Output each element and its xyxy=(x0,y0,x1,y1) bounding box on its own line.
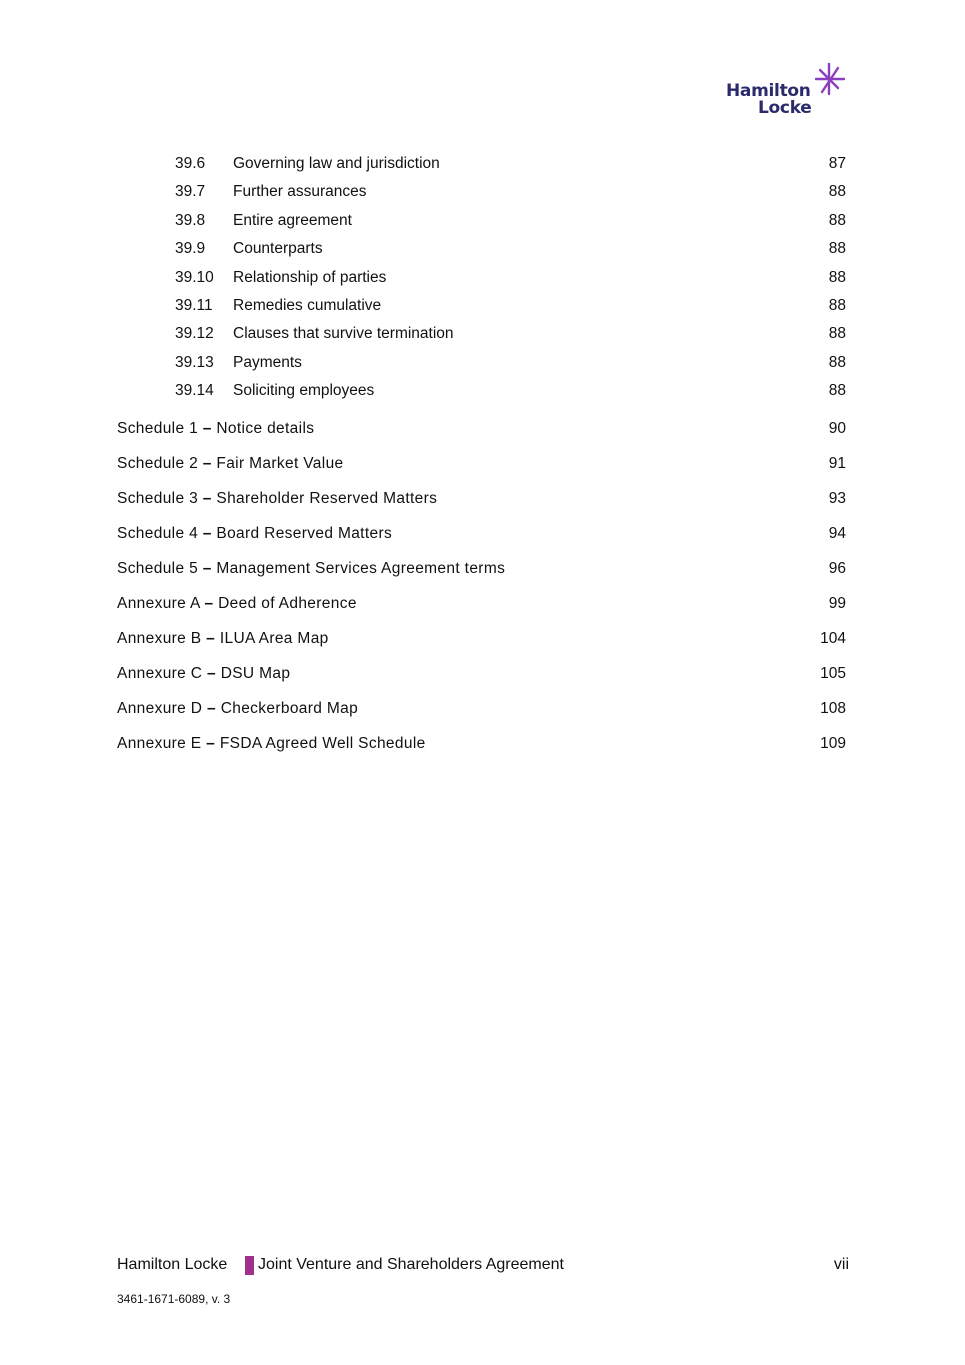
toc-entry-number: 39.6 xyxy=(175,155,206,172)
toc-entry-number: 39.12 xyxy=(175,325,214,343)
footer-doc-reference: 3461-1671-6089, v. 3 xyxy=(117,1292,231,1306)
toc-entry-39-14[interactable] xyxy=(117,377,849,405)
toc-entry-schedule-3[interactable] xyxy=(117,481,849,516)
toc-entry-page: 94 xyxy=(828,524,846,542)
toc-entry-39-12[interactable] xyxy=(117,320,849,348)
toc-entry-title: Deed of Adherence xyxy=(218,594,357,612)
footer-document-title: Joint Venture and Shareholders Agreement xyxy=(258,1256,564,1273)
toc-entry-dash: – xyxy=(202,454,212,472)
toc-entry-39-11[interactable] xyxy=(117,292,849,320)
toc-entry-title: Clauses that survive termination xyxy=(233,325,454,343)
toc-entry-page: 88 xyxy=(828,353,846,371)
toc-entry-page: 88 xyxy=(828,211,846,229)
toc-entry-number: 39.10 xyxy=(175,268,214,286)
toc-entry-dash: – xyxy=(206,629,216,647)
toc-entry-page: 88 xyxy=(828,296,846,314)
footer-page-number: vii xyxy=(833,1256,849,1273)
toc-entry-title: Management Services Agreement terms xyxy=(216,559,506,577)
toc-entry-label: Schedule 1 xyxy=(117,419,199,437)
toc-entry-title: Board Reserved Matters xyxy=(216,524,393,542)
toc-entry-page: 90 xyxy=(828,419,846,437)
toc-entry-title: Fair Market Value xyxy=(216,454,344,472)
hamilton-locke-logo xyxy=(724,62,848,120)
toc-entry-page: 88 xyxy=(828,183,846,201)
toc-entry-dash: – xyxy=(202,524,212,542)
toc-entry-label: Annexure D xyxy=(117,699,203,717)
toc-entry-label: Annexure B xyxy=(117,629,202,647)
toc-entry-page: 99 xyxy=(828,594,846,612)
toc-entry-title: Remedies cumulative xyxy=(233,296,382,314)
toc-entry-annexure-b[interactable] xyxy=(117,621,849,656)
toc-entry-label: Schedule 5 xyxy=(117,559,199,577)
toc-entry-schedule-2[interactable] xyxy=(117,446,849,481)
toc-entry-dash: – xyxy=(204,594,214,612)
toc-entry-title: ILUA Area Map xyxy=(219,629,329,647)
toc-entry-title: DSU Map xyxy=(220,664,291,682)
toc-entry-label: Schedule 4 xyxy=(117,524,199,542)
toc-entry-number: 39.9 xyxy=(175,240,206,258)
footer-firm-name: Hamilton Locke xyxy=(117,1256,228,1273)
toc-entry-page: 91 xyxy=(828,454,846,472)
toc-entry-number: 39.13 xyxy=(175,353,214,371)
toc-entry-title: Counterparts xyxy=(233,240,323,258)
toc-entry-dash: – xyxy=(202,489,212,507)
toc-entry-page: 88 xyxy=(828,325,846,343)
logo-text-hamilton: Hamilton xyxy=(726,81,811,101)
toc-entry-39-10[interactable] xyxy=(117,264,849,292)
toc-entry-number: 39.8 xyxy=(175,211,206,229)
toc-entry-number: 39.11 xyxy=(175,296,213,314)
toc-entry-title: Relationship of parties xyxy=(233,268,387,286)
toc-entry-page: 88 xyxy=(828,268,846,286)
toc-entry-title: Checkerboard Map xyxy=(220,699,359,717)
subclause-list xyxy=(117,150,849,406)
toc-entry-label: Annexure E xyxy=(117,734,202,752)
toc-entry-page: 87 xyxy=(828,155,846,172)
toc-entry-schedule-1[interactable] xyxy=(117,411,849,446)
toc-entry-title: Further assurances xyxy=(233,183,367,201)
toc-entry-label: Schedule 3 xyxy=(117,489,199,507)
toc-entry-dash: – xyxy=(202,559,212,577)
page-footer xyxy=(117,1254,849,1276)
toc-entry-page: 96 xyxy=(828,559,846,577)
toc-entry-page: 108 xyxy=(820,699,846,717)
toc-entry-page: 104 xyxy=(820,629,846,647)
toc-entry-annexure-c[interactable] xyxy=(117,656,849,691)
schedule-list xyxy=(117,411,849,761)
toc-entry-title: Shareholder Reserved Matters xyxy=(216,489,438,507)
toc-entry-title: Entire agreement xyxy=(233,211,352,229)
toc-entry-number: 39.14 xyxy=(175,382,214,400)
toc-entry-page: 109 xyxy=(820,734,846,752)
toc-entry-39-7[interactable] xyxy=(117,178,849,206)
toc-entry-39-9[interactable] xyxy=(117,235,849,263)
toc-entry-dash: – xyxy=(206,734,216,752)
toc-entry-dash: – xyxy=(207,664,217,682)
toc-entry-page: 93 xyxy=(828,489,846,507)
toc-entry-title: Notice details xyxy=(216,419,315,437)
logo-star-icon xyxy=(812,62,846,96)
footer-divider-bar xyxy=(245,1256,254,1275)
toc-entry-label: Schedule 2 xyxy=(117,454,199,472)
table-of-contents xyxy=(117,150,849,761)
toc-entry-dash: – xyxy=(207,699,217,717)
toc-entry-annexure-d[interactable] xyxy=(117,691,849,726)
toc-entry-annexure-e[interactable] xyxy=(117,726,849,761)
toc-entry-schedule-5[interactable] xyxy=(117,551,849,586)
toc-entry-schedule-4[interactable] xyxy=(117,516,849,551)
toc-entry-page: 88 xyxy=(828,240,846,258)
toc-entry-page: 105 xyxy=(820,664,846,682)
toc-entry-title: FSDA Agreed Well Schedule xyxy=(219,734,426,752)
toc-entry-title: Governing law and jurisdiction xyxy=(233,155,440,172)
toc-entry-label: Annexure A xyxy=(117,594,200,612)
toc-entry-39-6[interactable] xyxy=(117,150,849,178)
logo-text-locke: Locke xyxy=(758,98,812,118)
toc-entry-39-8[interactable] xyxy=(117,207,849,235)
toc-entry-dash: – xyxy=(202,419,212,437)
toc-entry-title: Soliciting employees xyxy=(233,382,375,400)
toc-entry-number: 39.7 xyxy=(175,183,206,201)
toc-entry-39-13[interactable] xyxy=(117,349,849,377)
toc-entry-annexure-a[interactable] xyxy=(117,586,849,621)
toc-entry-label: Annexure C xyxy=(117,664,203,682)
toc-entry-title: Payments xyxy=(233,353,302,371)
toc-entry-page: 88 xyxy=(828,382,846,400)
